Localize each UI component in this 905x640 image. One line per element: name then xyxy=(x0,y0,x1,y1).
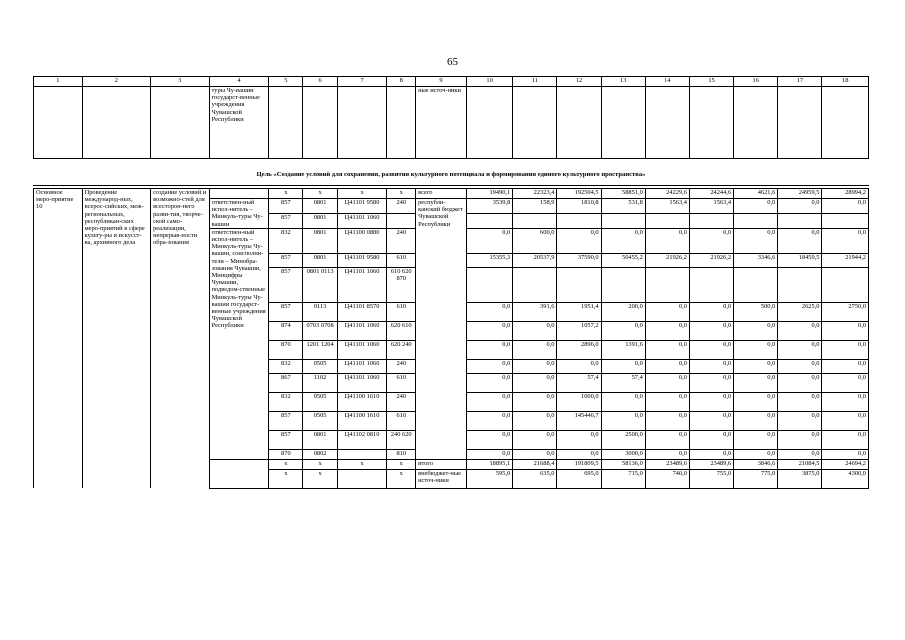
cell-value: 20537,9 xyxy=(513,253,557,267)
cell-value: 0,0 xyxy=(689,392,733,411)
cell-value: 0,0 xyxy=(466,449,512,459)
cell-value: 0,0 xyxy=(734,359,778,373)
cell-value: 0,0 xyxy=(689,302,733,321)
cell-value: 0,0 xyxy=(645,373,689,392)
header-cell: 5 xyxy=(269,77,303,87)
cell-value: 200,0 xyxy=(601,302,645,321)
cell-rz: 0505 xyxy=(303,392,337,411)
cell-value: 24244,6 xyxy=(689,189,733,199)
cell-value: 0,0 xyxy=(689,411,733,430)
cell-value: 57,4 xyxy=(601,373,645,392)
cell-value: 0,0 xyxy=(734,411,778,430)
cell-value xyxy=(778,267,822,302)
header-cell: 14 xyxy=(645,77,689,87)
cell-value: 0,0 xyxy=(645,321,689,340)
cell-value: 0,0 xyxy=(513,373,557,392)
cell-value: 0,0 xyxy=(689,228,733,253)
cell-value: 0,0 xyxy=(513,430,557,449)
cell-value: 2625,0 xyxy=(778,302,822,321)
cell-value: 1057,2 xyxy=(557,321,601,340)
cell-gr: 857 xyxy=(269,411,303,430)
cell-vr: 240 xyxy=(387,199,416,214)
cell-value: 0,0 xyxy=(601,359,645,373)
cell-csr xyxy=(337,469,387,488)
cell-value: 695,0 xyxy=(557,469,601,488)
cell-value: 0,0 xyxy=(778,392,822,411)
cell-value: 0,0 xyxy=(734,199,778,214)
cell-csr: Ц41101 1060 xyxy=(337,213,387,228)
cell-rz: 0801 xyxy=(303,199,337,214)
cell-value: 0,0 xyxy=(689,449,733,459)
cell-value xyxy=(466,213,512,228)
cell-vr xyxy=(387,213,416,228)
cell-csr: Ц41101 1060 xyxy=(337,359,387,373)
cell-value: 24959,5 xyxy=(778,189,822,199)
cell-value: 1951,4 xyxy=(557,302,601,321)
cell-value: 0,0 xyxy=(557,449,601,459)
cell-vr: 610 620 870 xyxy=(387,267,416,302)
cell-value: 0,0 xyxy=(778,228,822,253)
cell-value xyxy=(513,267,557,302)
cell-rz: 0801 0113 xyxy=(303,267,337,302)
cell-value: 0,0 xyxy=(778,321,822,340)
cell-rz: 1102 xyxy=(303,373,337,392)
cell-value: 1563,4 xyxy=(689,199,733,214)
cell-value: 0,0 xyxy=(557,228,601,253)
cell-gr: 870 xyxy=(269,449,303,459)
cell-csr: Ц41101 1060 xyxy=(337,340,387,359)
cell-value: 0,0 xyxy=(466,373,512,392)
cell-gr: 832 xyxy=(269,392,303,411)
cell-value: 391,6 xyxy=(513,302,557,321)
header-cell: 16 xyxy=(734,77,778,87)
cell-gr: x xyxy=(269,459,303,469)
cell-rz: 1201 1204 xyxy=(303,340,337,359)
header-row xyxy=(34,77,869,87)
cell-csr: Ц41101 8570 xyxy=(337,302,387,321)
cell-value: 531,8 xyxy=(601,199,645,214)
cell-value: 0,0 xyxy=(734,228,778,253)
cell-gr: 867 xyxy=(269,373,303,392)
cell-value: 0,0 xyxy=(822,449,869,459)
cell-value: 21688,4 xyxy=(513,459,557,469)
cell-value: 0,0 xyxy=(734,430,778,449)
cell-rz: 0113 xyxy=(303,302,337,321)
cell-value: 755,0 xyxy=(689,469,733,488)
header-cell: 6 xyxy=(303,77,337,87)
cell-value: 600,0 xyxy=(513,228,557,253)
cell-value: 0,0 xyxy=(778,340,822,359)
cell-value: 0,0 xyxy=(822,373,869,392)
cell-value: 3539,8 xyxy=(466,199,512,214)
cell-gr: 870 xyxy=(269,340,303,359)
cell-csr: Ц41101 1060 xyxy=(337,321,387,340)
cell-gr: 832 xyxy=(269,228,303,253)
cell-vr: 240 xyxy=(387,228,416,253)
cell-value: 0,0 xyxy=(822,228,869,253)
block-col4-top xyxy=(209,189,269,199)
cell-value: 0,0 xyxy=(778,430,822,449)
cell-value: 15355,3 xyxy=(466,253,512,267)
cell-value: 0,0 xyxy=(601,228,645,253)
cell-value: 3346,6 xyxy=(734,253,778,267)
cell-vr: 240 620 xyxy=(387,430,416,449)
cell-value: 23489,6 xyxy=(689,459,733,469)
cell-rz: x xyxy=(303,459,337,469)
table-row xyxy=(34,189,869,199)
cell-gr: 857 xyxy=(269,253,303,267)
block-col4a: ответствен-ный испол-нитель – Минкуль-туры Чу-вашии xyxy=(209,199,269,229)
cell-csr: Ц41101 1060 xyxy=(337,373,387,392)
cell-value: 18459,5 xyxy=(778,253,822,267)
block-col9d: внебюджет-ные источ-ники xyxy=(416,469,467,488)
cell-rz: 0801 xyxy=(303,430,337,449)
cell-value: 0,0 xyxy=(822,359,869,373)
block-col9c: итого xyxy=(416,459,467,469)
cell-vr: 240 xyxy=(387,359,416,373)
cell-rz: x xyxy=(303,189,337,199)
header-cell: 12 xyxy=(557,77,601,87)
block-col1: Основное меро-приятие 10 xyxy=(34,189,83,489)
cell-value: 23489,6 xyxy=(645,459,689,469)
cell-value: 50455,2 xyxy=(601,253,645,267)
header-cell: 10 xyxy=(466,77,512,87)
cell-value: 24229,6 xyxy=(645,189,689,199)
cell-value: 0,0 xyxy=(778,359,822,373)
cell-value: 595,0 xyxy=(466,469,512,488)
block-col2: Проведение международ-ных, всерос-сийских, меж-региональных, республикан-ских меро-приятий в сфере культу-ры и искусст-ва, архивного дела xyxy=(82,189,150,489)
cell-value: 0,0 xyxy=(778,373,822,392)
cell-value: 3000,0 xyxy=(601,449,645,459)
cell-value: 28994,2 xyxy=(822,189,869,199)
cell-value: 715,0 xyxy=(601,469,645,488)
cell-value: 635,0 xyxy=(513,469,557,488)
cell-value: 0,0 xyxy=(466,430,512,449)
cell-value xyxy=(822,213,869,228)
cell-value: 3875,0 xyxy=(778,469,822,488)
cell-vr: 610 xyxy=(387,253,416,267)
header-cell: 7 xyxy=(337,77,387,87)
cell-value: 0,0 xyxy=(513,340,557,359)
cell-value: 21944,2 xyxy=(822,253,869,267)
cell-value: 0,0 xyxy=(822,340,869,359)
header-cell: 13 xyxy=(601,77,645,87)
cell-csr: Ц41102 0810 xyxy=(337,430,387,449)
cell-value: 37590,0 xyxy=(557,253,601,267)
cell-vr: 620 610 xyxy=(387,321,416,340)
cell-value: 58851,0 xyxy=(601,189,645,199)
cell-rz: 0505 xyxy=(303,411,337,430)
cell-value: 0,0 xyxy=(778,199,822,214)
cell-rz: 0801 xyxy=(303,253,337,267)
cell-vr: 610 xyxy=(387,302,416,321)
cell-value xyxy=(778,213,822,228)
cell-value: 0,0 xyxy=(778,411,822,430)
cell-value: 18895,1 xyxy=(466,459,512,469)
cell-value: 0,0 xyxy=(822,199,869,214)
header-cell: 2 xyxy=(82,77,150,87)
cell-csr: x xyxy=(337,459,387,469)
cell-value xyxy=(557,267,601,302)
block-col9b: республи-канский бюджет Чувашской Республики xyxy=(416,199,467,460)
cell-value: 0,0 xyxy=(645,340,689,359)
cont-col9: ные источ-ники xyxy=(416,87,467,159)
cell-gr: 857 xyxy=(269,213,303,228)
cell-value xyxy=(557,213,601,228)
cell-value: 21926,2 xyxy=(645,253,689,267)
cell-value: 0,0 xyxy=(645,392,689,411)
continuation-row xyxy=(34,87,869,159)
cell-value: 0,0 xyxy=(734,449,778,459)
cell-value: 0,0 xyxy=(466,411,512,430)
cell-value: 4621,6 xyxy=(734,189,778,199)
cell-value: 0,0 xyxy=(822,392,869,411)
cell-value: 1810,8 xyxy=(557,199,601,214)
table-top xyxy=(33,76,869,159)
header-cell: 9 xyxy=(416,77,467,87)
cell-vr: x xyxy=(387,469,416,488)
cell-value: 1000,0 xyxy=(557,392,601,411)
cell-value: 0,0 xyxy=(689,340,733,359)
cell-csr: Ц41101 9580 xyxy=(337,253,387,267)
cell-gr: 874 xyxy=(269,321,303,340)
cell-csr xyxy=(337,449,387,459)
cell-value: 0,0 xyxy=(689,373,733,392)
cell-value xyxy=(601,213,645,228)
cell-csr: Ц41101 1060 xyxy=(337,267,387,302)
cell-value xyxy=(466,267,512,302)
cell-csr: Ц41100 1610 xyxy=(337,411,387,430)
cell-value: 0,0 xyxy=(645,359,689,373)
header-cell: 11 xyxy=(513,77,557,87)
cell-value: 500,0 xyxy=(734,302,778,321)
cell-vr: x xyxy=(387,459,416,469)
cell-value: 1563,4 xyxy=(645,199,689,214)
cell-value: 58136,0 xyxy=(601,459,645,469)
cell-value: 0,0 xyxy=(645,449,689,459)
cell-value: 0,0 xyxy=(822,411,869,430)
cell-value xyxy=(734,267,778,302)
cell-value: 192504,5 xyxy=(557,189,601,199)
cell-csr: Ц41100 1610 xyxy=(337,392,387,411)
cell-rz: 0505 xyxy=(303,359,337,373)
cell-value xyxy=(734,213,778,228)
cell-value: 21084,5 xyxy=(778,459,822,469)
cell-value: 57,4 xyxy=(557,373,601,392)
cell-vr: 610 xyxy=(387,411,416,430)
cell-rz: 0801 xyxy=(303,213,337,228)
cell-value xyxy=(645,213,689,228)
cell-value: 0,0 xyxy=(513,449,557,459)
cell-value: 0,0 xyxy=(645,228,689,253)
cell-value: 3846,6 xyxy=(734,459,778,469)
cell-value: 0,0 xyxy=(513,392,557,411)
cell-value: 0,0 xyxy=(466,340,512,359)
cell-value: 0,0 xyxy=(734,340,778,359)
cell-value: 0,0 xyxy=(734,392,778,411)
cell-gr: x xyxy=(269,469,303,488)
header-cell: 17 xyxy=(778,77,822,87)
cell-value: 0,0 xyxy=(557,359,601,373)
cell-vr: 240 xyxy=(387,392,416,411)
block-col9a: всего xyxy=(416,189,467,199)
cell-value: 0,0 xyxy=(466,392,512,411)
cell-csr: Ц41100 0880 xyxy=(337,228,387,253)
header-cell: 4 xyxy=(209,77,269,87)
cell-value: 0,0 xyxy=(513,321,557,340)
cell-value: 24694,2 xyxy=(822,459,869,469)
cell-value: 0,0 xyxy=(466,321,512,340)
block-col4-empty xyxy=(209,459,269,488)
cell-value: 0,0 xyxy=(466,359,512,373)
cell-csr: x xyxy=(337,189,387,199)
cell-gr: 857 xyxy=(269,430,303,449)
cell-value: 2896,0 xyxy=(557,340,601,359)
cell-csr: Ц41101 9580 xyxy=(337,199,387,214)
cell-value: 0,0 xyxy=(689,430,733,449)
cell-gr: 857 xyxy=(269,302,303,321)
cell-value: 0,0 xyxy=(557,430,601,449)
cell-value: 0,0 xyxy=(513,411,557,430)
cell-rz: 0802 xyxy=(303,449,337,459)
block-col3: создание условий и возможно-стей для всесторон-него разви-тия, творче-ской само-реализации, непрерыв-ности обра-зования xyxy=(151,189,210,489)
header-cell: 8 xyxy=(387,77,416,87)
cell-value: 0,0 xyxy=(513,359,557,373)
cell-value: 0,0 xyxy=(466,302,512,321)
cell-value: 0,0 xyxy=(601,411,645,430)
header-cell: 18 xyxy=(822,77,869,87)
page-number: 65 xyxy=(447,56,458,68)
cell-value: 2750,0 xyxy=(822,302,869,321)
cell-value: 158,9 xyxy=(513,199,557,214)
cell-rz: x xyxy=(303,469,337,488)
cell-gr: x xyxy=(269,189,303,199)
cell-gr: 832 xyxy=(269,359,303,373)
cell-value: 775,0 xyxy=(734,469,778,488)
header-cell: 3 xyxy=(151,77,210,87)
cell-gr: 857 xyxy=(269,267,303,302)
cell-value: 22323,4 xyxy=(513,189,557,199)
goal-heading: Цель «Создание условий для сохранения, развития культурного потенциала и формирования единого культурного пространства» xyxy=(256,171,646,178)
cell-value: 145446,7 xyxy=(557,411,601,430)
cell-value: 0,0 xyxy=(734,373,778,392)
header-cell: 15 xyxy=(689,77,733,87)
cell-gr: 857 xyxy=(269,199,303,214)
cell-value: 0,0 xyxy=(645,430,689,449)
cell-value xyxy=(689,267,733,302)
block-col4b: ответствен-ный испол-нитель – Минкуль-туры Чу-вашии, соисполни-тели – Минобра-зования Чувашии, Минцифры Чувашии, подведом-ственные Минкуль-туры Чу-вашии государст-венные учреждения Чувашской Республики xyxy=(209,228,269,459)
cell-value: 0,0 xyxy=(601,392,645,411)
cell-value xyxy=(513,213,557,228)
cell-value: 0,0 xyxy=(822,430,869,449)
cell-value: 0,0 xyxy=(778,449,822,459)
cell-value xyxy=(601,267,645,302)
table-main xyxy=(33,188,869,489)
cell-vr: 620 240 xyxy=(387,340,416,359)
cell-value: 0,0 xyxy=(601,321,645,340)
cell-value: 19490,1 xyxy=(466,189,512,199)
cell-value: 4300,0 xyxy=(822,469,869,488)
cell-vr: 610 xyxy=(387,373,416,392)
cell-value xyxy=(689,213,733,228)
cell-value: 0,0 xyxy=(689,321,733,340)
cell-value: 191809,5 xyxy=(557,459,601,469)
cell-rz: 0801 xyxy=(303,228,337,253)
cell-value xyxy=(822,267,869,302)
cell-value: 740,0 xyxy=(645,469,689,488)
cell-value: 0,0 xyxy=(822,321,869,340)
cell-vr: 810 xyxy=(387,449,416,459)
cell-value: 1391,6 xyxy=(601,340,645,359)
cell-value: 0,0 xyxy=(734,321,778,340)
cont-col4: туры Чу-вашии государст-венные учреждения Чувашской Республики xyxy=(209,87,269,159)
cell-value: 0,0 xyxy=(645,411,689,430)
cell-value: 0,0 xyxy=(645,302,689,321)
cell-value: 0,0 xyxy=(466,228,512,253)
cell-value: 0,0 xyxy=(689,359,733,373)
cell-value: 2500,0 xyxy=(601,430,645,449)
cell-vr: x xyxy=(387,189,416,199)
header-cell: 1 xyxy=(34,77,83,87)
cell-value: 21926,2 xyxy=(689,253,733,267)
cell-rz: 0703 0708 xyxy=(303,321,337,340)
cell-value xyxy=(645,267,689,302)
